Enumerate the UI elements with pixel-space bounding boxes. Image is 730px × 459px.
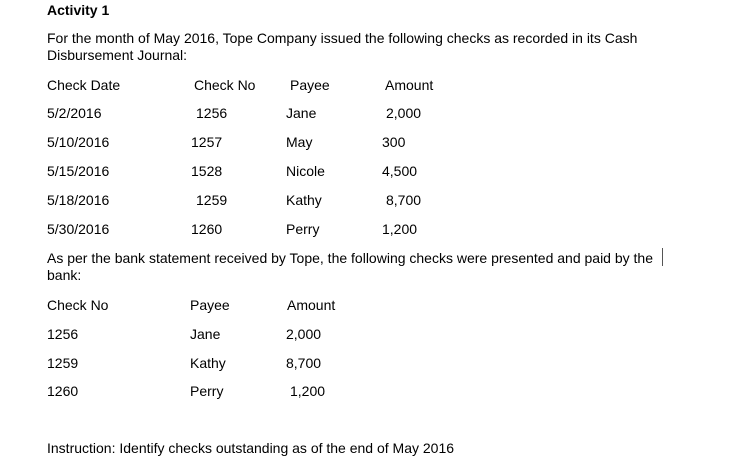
- journal-header-amount: Amount: [385, 77, 434, 93]
- journal-amount: 1,200: [382, 221, 418, 237]
- journal-check-no: 1256: [196, 105, 228, 121]
- journal-date: 5/30/2016: [47, 221, 110, 237]
- text-cursor: [662, 248, 663, 266]
- bank-check-no: 1260: [47, 383, 79, 399]
- intro-paragraph: For the month of May 2016, Tope Company issued the following checks as recorded in its Cash Disbursement Journal:: [47, 30, 638, 63]
- journal-header-payee: Payee: [290, 77, 330, 93]
- bank-header-payee: Payee: [190, 297, 230, 313]
- journal-date: 5/10/2016: [47, 134, 110, 150]
- journal-check-no: 1259: [196, 192, 228, 208]
- journal-payee: Nicole: [286, 163, 325, 179]
- journal-amount: 300: [382, 134, 406, 150]
- bank-payee: Perry: [190, 383, 224, 399]
- bank-header-no: Check No: [47, 297, 109, 313]
- journal-header-date: Check Date: [47, 77, 121, 93]
- bank-amount: 1,200: [290, 383, 326, 399]
- bank-check-no: 1259: [47, 355, 79, 371]
- journal-date: 5/18/2016: [47, 192, 110, 208]
- journal-payee: May: [286, 134, 313, 150]
- bank-amount: 8,700: [286, 355, 322, 371]
- activity-title: Activity 1: [47, 2, 110, 18]
- bank-payee: Jane: [190, 326, 221, 342]
- bank-header-amount: Amount: [287, 297, 336, 313]
- bank-check-no: 1256: [47, 326, 79, 342]
- journal-payee: Perry: [286, 221, 320, 237]
- bank-payee: Kathy: [190, 355, 226, 371]
- journal-header-no: Check No: [194, 77, 256, 93]
- journal-check-no: 1257: [191, 134, 223, 150]
- journal-date: 5/15/2016: [47, 163, 110, 179]
- journal-amount: 4,500: [382, 163, 418, 179]
- instruction-text: Instruction: Identify checks outstanding as of the end of May 2016: [47, 440, 455, 456]
- journal-check-no: 1528: [191, 163, 223, 179]
- journal-payee: Jane: [286, 105, 317, 121]
- journal-check-no: 1260: [191, 221, 223, 237]
- bank-amount: 2,000: [286, 326, 322, 342]
- journal-payee: Kathy: [286, 192, 322, 208]
- journal-amount: 8,700: [386, 192, 422, 208]
- bank-intro-paragraph: As per the bank statement received by Tope, the following checks were presented and paid by the bank:: [47, 250, 653, 283]
- journal-amount: 2,000: [386, 105, 422, 121]
- journal-date: 5/2/2016: [47, 105, 102, 121]
